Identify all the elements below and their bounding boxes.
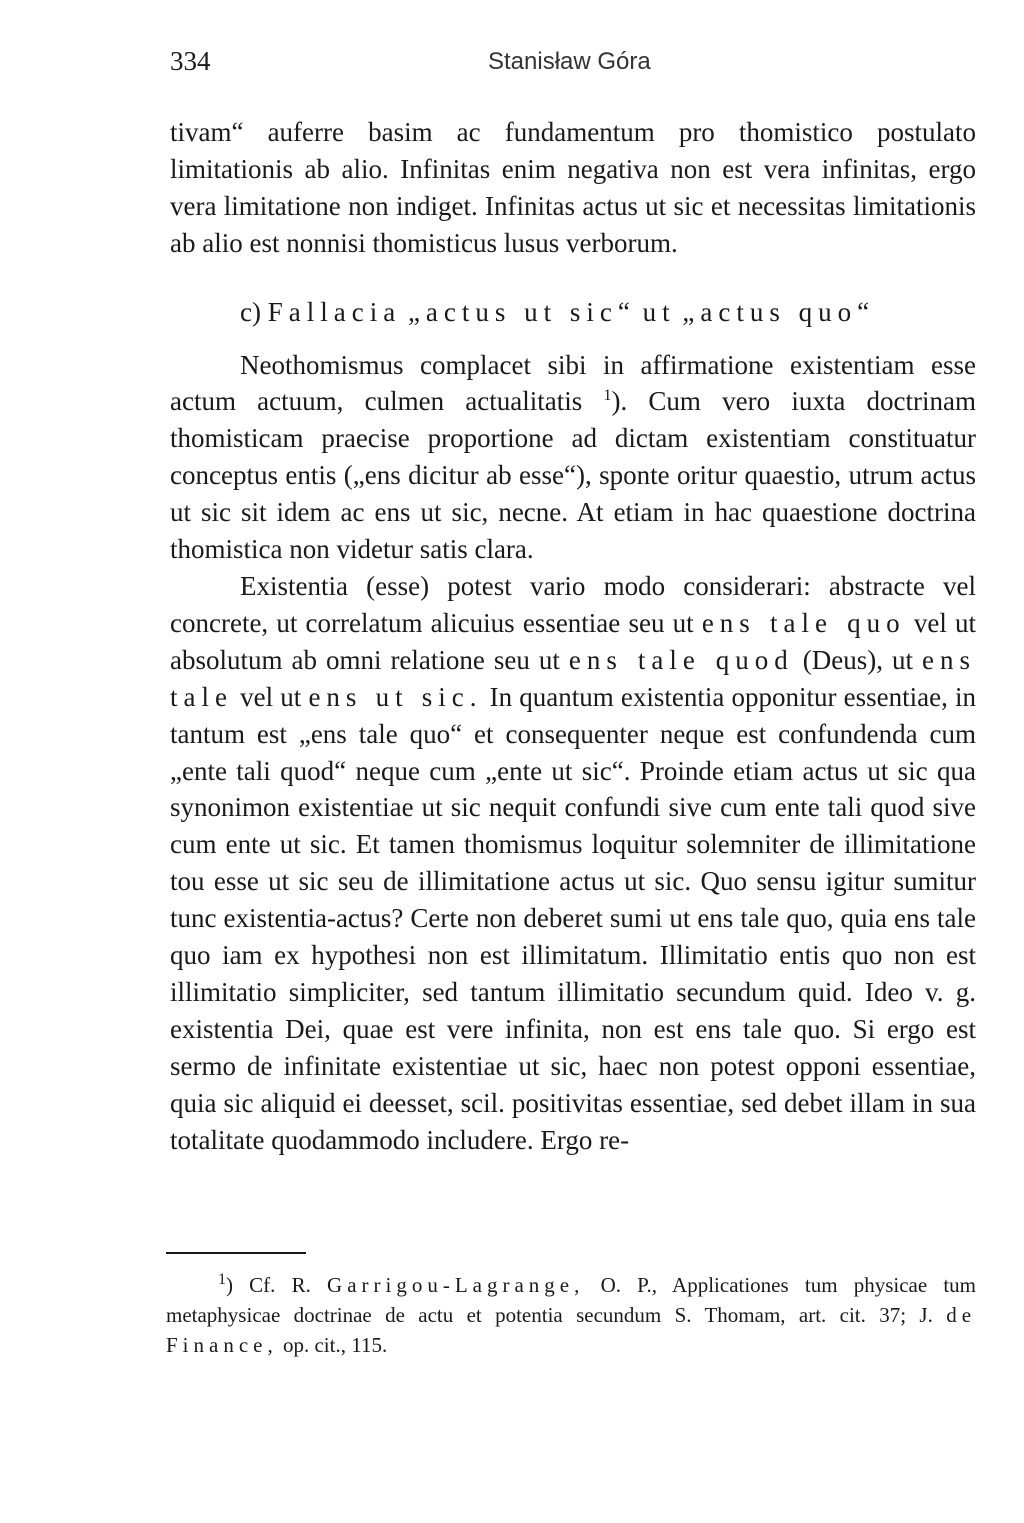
paragraph-3 [170, 568, 976, 1159]
paragraph-3-text-a: Existentia (esse) potest vario modo considerari: abstracte vel concrete, ut correlatum alicuius essentiae seu ut [170, 570, 976, 638]
footnote-reference: 1 [603, 387, 612, 405]
footnote-author-garrigou: Garrigou-Lagrange, [327, 1273, 585, 1297]
page-header [170, 46, 976, 86]
spaced-ens-ut-sic: ens ut sic. [308, 681, 483, 712]
heading-word-fallacia: Fallacia [267, 296, 402, 327]
section-heading [170, 294, 976, 331]
footnote-text [166, 1270, 976, 1360]
heading-phrase-actus-ut-sic: „actus ut sic“ [407, 296, 636, 327]
page-number: 334 [170, 46, 211, 76]
spaced-ens-tale-quo: ens tale quo [701, 607, 906, 638]
spaced-ens-tale-quod: ens tale quod [568, 644, 794, 675]
heading-phrase-actus-quo: „actus quo“ [682, 296, 876, 327]
heading-label: c) [240, 296, 261, 327]
paragraph-3-text-c: (Deus), ut [802, 644, 914, 675]
paragraph-2-text-b: ). Cum vero iuxta doctrinam thomisticam praecise proportione ad dictam existentiam constituatur conceptus entis („ens dicitur ab esse“), sponte oritur quaestio, utrum actus ut sic sit idem ac ens ut sic, necne. At etiam in hac quaestione doctrina thomistica non videtur satis clara. [170, 386, 976, 565]
paragraph-3-text-e: In quantum existentia opponitur essentiae, in tantum est „ens tale quo“ et consequenter neque est confundenda cum „ente tali quod“ neque cum „ente ut sic“. Proinde etiam actus ut sic qua synonimon existentiae ut sic nequit confundi sive cum ente tali quod sive cum ente ut sic. Et tamen thomismus loquitur solemniter de illimitatione tou esse ut sic seu de illimitatione actus ut sic. Quo sensu igitur sumitur tunc existentia-actus? Certe non deberet sumi ut ens tale quo, quia ens tale quo iam ex hypothesi non est illimitatum. Illimitatio entis quo non est illimitatio simpliciter, sed tantum illimitatio secundum quid. Ideo v. g. existentia Dei, quae est vere infinita, non est ens tale quo. Si ergo est sermo de infinitate existentiae ut sic, haec non potest opponi essentiae, quia sic aliquid ei deesset, scil. positivitas essentiae, sed debet illam in sua totalitate quodammodo includere. Ergo re- [170, 681, 976, 1155]
paragraph-2-text-a: Neothomismus complacet sibi in affirmatione existentiam esse actum actuum, culmen actualitatis [170, 349, 976, 417]
paragraph-3-text-d: vel ut [240, 681, 302, 712]
footnote-text-a: ) Cf. R. [226, 1273, 311, 1297]
spaced-ens-tale: ens tale [170, 644, 977, 712]
footnote-divider [166, 1252, 306, 1254]
paragraph-2 [170, 347, 976, 568]
paragraph-1: tivam“ auferre basim ac fundamentum pro thomistico postulato limitationis ab alio. Infinitas enim negativa non est vera infinitas, ergo vera limitatione non indiget. Infinitas actus ut sic et necessitas limitationis ab alio est nonnisi thomisticus lusus verborum. [170, 117, 976, 258]
running-head: Stanisław Góra [488, 48, 651, 75]
footnote [166, 1270, 976, 1360]
footnote-author-finance: de Finance, [166, 1303, 977, 1357]
paragraph-3-text-b: vel ut absolutum ab omni relatione seu ut [170, 607, 977, 675]
footnote-text-b: O. P., Applicationes tum physicae tum metaphysicae doctrinae de actu et potentia secundum S. Thomam, art. cit. 37; J. [166, 1273, 977, 1327]
heading-word-ut: ut [642, 296, 676, 327]
footnote-text-c: op. cit., 115. [282, 1333, 388, 1357]
footnote-marker: 1 [218, 1271, 226, 1288]
body-text [170, 114, 976, 1158]
